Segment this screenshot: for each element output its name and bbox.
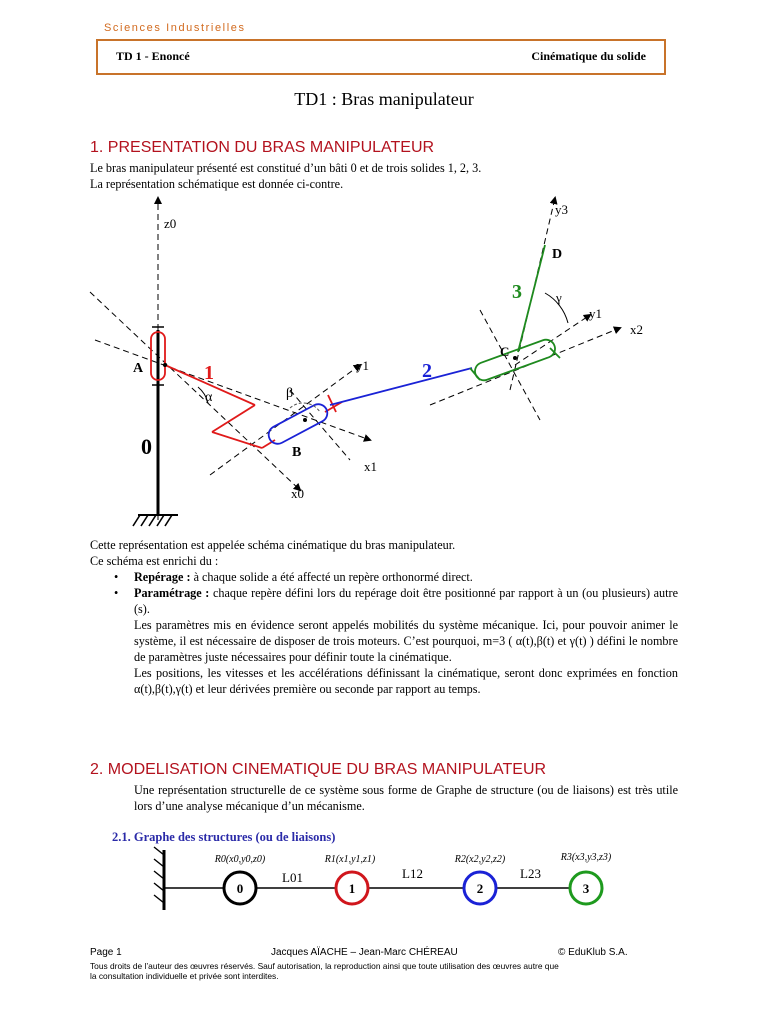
section2-para: Une représentation structurelle de ce système sous forme de Graphe de structure (ou de liaisons) est très utile lors d’une analyse mécanique d’un mécanisme.: [134, 783, 678, 813]
section2-heading: 2. MODELISATION CINEMATIQUE DU BRAS MANIPULATEUR: [90, 761, 547, 778]
label-x2: x2: [630, 322, 643, 337]
frame-R2: R2(x2,y2,z2): [454, 854, 506, 865]
label-alpha: α: [205, 390, 213, 405]
label-solid3: 3: [512, 281, 522, 303]
page-title: TD1 : Bras manipulateur: [294, 89, 474, 109]
kinematic-diagram: [0, 190, 768, 540]
link-L23: L23: [520, 866, 541, 881]
footer-authors: Jacques AÏACHE – Jean-Marc CHÉREAU: [271, 947, 458, 958]
section1-heading: 1. PRESENTATION DU BRAS MANIPULATEUR: [90, 139, 435, 156]
section1-line2: La représentation schématique est donnée ci-contre.: [90, 177, 344, 191]
header-left: TD 1 - Enoncé: [116, 49, 190, 63]
list-item-parametrage: • Paramétrage : chaque repère défini lors du repérage doit être positionné par rapport à un (ou plusieurs) autre (s). Les paramètres mis en évidence seront appelés mobilités du système mécanique. Ici, pour pouvoir animer le système, il est nécessaire de disposer de trois moteurs. C’est pourquoi, m=3 ( α(t),β(t) et γ(t) ) défini le nombre de paramètres juste nécessaires pour définir toute la cinématique. Les positions, les vitesses et les accélérations définissant la cinématique, seront donc exprimées en fonction α(t),β(t),γ(t) et leur dérivées première ou seconde par rapport au temps.: [110, 585, 678, 697]
parametrage-para2: Les positions, les vitesses et les accélérations définissant la cinématique, seront donc exprimées en fonction α(t),β(t),γ(t) et leur dérivées première ou seconde par rapport au temps.: [134, 666, 678, 696]
label-y3: y3: [555, 202, 568, 217]
parametrage-para1: Les paramètres mis en évidence seront appelés mobilités du système mécanique. Ici, pour pouvoir animer le système, il est nécessaire de disposer de trois moteurs. C’est pourquoi, m=3 ( α(t),β(t) et γ(t) ) défini le nombre de paramètres juste nécessaires pour définir toute la cinématique.: [134, 618, 678, 664]
param-list: [110, 569, 678, 697]
label-A: A: [133, 361, 144, 376]
label-x0: x0: [291, 486, 304, 501]
node-label-3: 3: [582, 881, 590, 896]
footer-rights-1: Tous droits de l’auteur des œuvres réservés. Sauf autorisation, la reproduction ainsi que toute utilisation des œuvres autre que: [90, 961, 559, 971]
s1-p2: Ce schéma est enrichi du :: [90, 554, 219, 568]
header-right: Cinématique du solide: [531, 49, 646, 63]
label-y1-mid: y1: [356, 358, 369, 373]
label-z0: z0: [164, 216, 177, 231]
label-beta: β: [286, 386, 294, 401]
label-solid1: 1: [204, 362, 214, 384]
brand-label: Sciences Industrielles: [104, 22, 246, 34]
node-label-0: 0: [236, 881, 244, 896]
frame-R0: R0(x0,y0,z0): [214, 854, 266, 865]
link-L12: L12: [402, 866, 423, 881]
node-label-2: 2: [476, 881, 484, 896]
label-solid2: 2: [422, 360, 432, 382]
label-y1-right: y1: [589, 306, 602, 321]
footer-rights-2: la consultation individuelle et privée sont interdites.: [90, 971, 279, 981]
list-item-reperage: • Repérage : à chaque solide a été affecté un repère orthonormé direct.: [110, 569, 678, 585]
frame-R1: R1(x1,y1,z1): [324, 854, 376, 865]
label-x1: x1: [364, 459, 377, 474]
structure-graph: [140, 845, 660, 920]
label-D: D: [552, 247, 563, 262]
section1-line1: Le bras manipulateur présenté est constitué d’un bâti 0 et de trois solides 1, 2, 3.: [90, 161, 482, 175]
subsection-heading: 2.1. Graphe des structures (ou de liaisons): [112, 830, 336, 844]
s1-p1: Cette représentation est appelée schéma cinématique du bras manipulateur.: [90, 538, 456, 552]
footer-copyright: © EduKlub S.A.: [558, 947, 628, 958]
label-B: B: [292, 445, 302, 460]
label-C: C: [500, 344, 510, 359]
label-solid0: 0: [141, 434, 152, 459]
node-label-1: 1: [348, 881, 356, 896]
label-gamma: γ: [556, 290, 562, 305]
link-L01: L01: [282, 870, 303, 885]
frame-R3: R3(x3,y3,z3): [560, 852, 612, 863]
footer-page: Page 1: [90, 947, 122, 958]
